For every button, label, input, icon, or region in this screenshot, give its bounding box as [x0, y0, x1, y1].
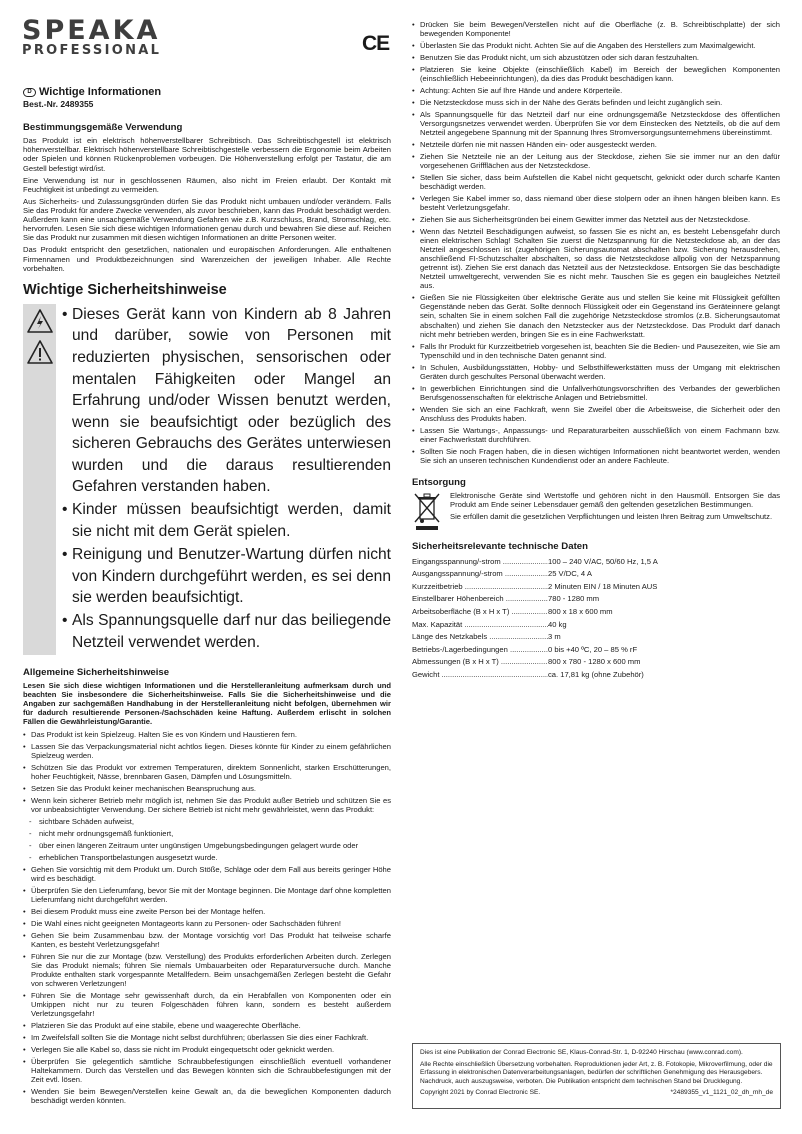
bullet: •	[23, 1056, 26, 1066]
list-item-text: Führen Sie die Montage sehr gewissenhaft durch, da ein Herabfallen von Komponenten oder ein Umkippen nicht nur zu teuren Folgeschäden führen kann, sondern es besteht außerdem Verletzungsgefahr!	[31, 990, 391, 1019]
list-item-text: Überlasten Sie das Produkt nicht. Achten Sie auf die Angaben des Herstellers zum Maximalgewicht.	[420, 41, 756, 51]
safety-item	[62, 304, 391, 498]
spec-value: 800 x 780 - 1280 x 600 mm	[548, 657, 641, 667]
list-item-text: Die Wahl eines nicht geeigneten Montageorts kann zu Personen- oder Sachschäden führen!	[31, 918, 341, 928]
safety-item-text: Reinigung und Benutzer-Wartung dürfen nicht von Kindern durchgeführt werden, es sei denn sie werden beaufsichtigt.	[72, 546, 392, 607]
list-item-text: über einen längeren Zeitraum unter ungünstigen Umgebungsbedingungen gelagert wurde oder	[39, 841, 359, 850]
bullet: •	[62, 501, 68, 519]
general-safety-heading: Allgemeine Sicherheitshinweise	[23, 666, 170, 678]
spec-row	[412, 567, 780, 580]
bullet: •	[412, 172, 415, 182]
spec-row	[412, 656, 780, 669]
list-item	[412, 65, 780, 83]
language-de-icon: D	[23, 88, 36, 97]
bullet: •	[23, 990, 26, 1000]
safety-item	[62, 610, 391, 653]
bullet: •	[412, 341, 415, 351]
list-item	[23, 784, 391, 793]
spec-key: Eingangsspannung/-strom .....	[412, 557, 548, 566]
spec-key: Einstellbarer Höhenbereich .....	[412, 594, 548, 603]
brand-logo	[22, 15, 162, 58]
left-column	[23, 86, 391, 1108]
disposal-text-2: Sie erfüllen damit die gesetzlichen Verpflichtungen und leisten Ihren Beitrag zum Umweltschutz.	[450, 512, 773, 522]
disposal-section	[412, 491, 780, 531]
spec-row	[412, 618, 780, 631]
list-item-text: Lassen Sie das Verpackungsmaterial nicht achtlos liegen. Dieses könnte für Kinder zu einem gefährlichen Spielzeug werden.	[31, 742, 391, 761]
safety-item-text: Als Spannungsquelle darf nur das beiliegende Netzteil verwendet werden.	[72, 612, 391, 651]
list-item-text: Verlegen Sie Kabel immer so, dass niemand über diese stolpern oder an ihnen hängen bleiben kann. Es besteht Verletzungsgefahr.	[420, 193, 780, 212]
imprint-box	[412, 1043, 781, 1109]
specs-heading: Sicherheitsrelevante technische Daten	[412, 540, 588, 552]
ce-mark: CE	[362, 32, 390, 55]
list-item-text: nicht mehr ordnungsgemäß funktioniert,	[39, 829, 174, 839]
intended-use-heading: Bestimmungsgemäße Verwendung	[23, 122, 183, 134]
bullet: •	[62, 546, 68, 564]
safety-list	[62, 304, 391, 655]
page-title-text: Wichtige Informationen	[39, 86, 162, 98]
spec-row	[412, 580, 780, 593]
bullet: -	[29, 817, 32, 827]
list-item	[412, 140, 780, 149]
spec-key: Abmessungen (B x H x T) .....	[412, 657, 548, 666]
page-title	[23, 86, 391, 99]
list-item-text: Im Zweifelsfall sollten Sie die Montage nicht selbst durchführen; überlassen Sie dies einer Fachkraft.	[31, 1032, 369, 1042]
imprint-code: *2489355_v1_1121_02_dh_mh_de	[670, 1089, 773, 1097]
bullet: •	[412, 97, 415, 107]
list-item	[412, 426, 780, 444]
bullet: •	[23, 885, 26, 895]
bullet: •	[23, 742, 26, 752]
spec-key: Kurzzeitbetrieb .....	[412, 582, 548, 591]
spec-key: Länge des Netzkabels .....	[412, 632, 548, 641]
disposal-heading: Entsorgung	[412, 476, 466, 488]
bullet: -	[29, 829, 32, 839]
list-item	[23, 1033, 391, 1042]
safety-heading: Wichtige Sicherheitshinweise	[23, 281, 227, 298]
list-item-text: erheblichen Transportbelastungen ausgesetzt wurde.	[39, 852, 218, 862]
order-number: Best.-Nr. 2489355	[23, 99, 94, 109]
bullet: •	[62, 305, 68, 323]
spec-key: Betriebs-/Lagerbedingungen .....	[412, 645, 548, 654]
list-item	[23, 931, 391, 949]
bullet: •	[23, 930, 26, 940]
bullet: •	[412, 64, 415, 74]
spec-value: 2 Minuten EIN / 18 Minuten AUS	[548, 581, 658, 591]
bullet: •	[412, 404, 415, 414]
list-item	[23, 1057, 391, 1084]
list-item-text: Führen Sie nur die zur Montage (bzw. Verstellung) des Produkts erforderlichen Arbeiten durch. Zerlegen Sie das Produkt niemals; führen Sie niemals Umbauarbeiten oder Reparaturversuche durch. Manche Produkte enthalten stark vorgespannte Metallfedern. Beim unsachgemäßen Zerlegen besteht die Gefahr von schweren Verletzungen!	[31, 951, 391, 988]
safety-item-text: Dieses Gerät kann von Kindern ab 8 Jahren und darüber, sowie von Personen mit reduzierten physischen, sensorischen oder mentalen Fähigkeiten oder Mangel an Erfahrung und/oder Wissen benutzt werden, wenn sie beaufsichtigt oder bezüglich des sicheren Gebrauchs des Gerätes unterwiesen wurden und die daraus resultierenden Gefahren verstanden haben.	[72, 305, 391, 496]
general-safety-list-right	[412, 20, 780, 465]
bullet: •	[412, 85, 415, 95]
spec-value: ca. 17,81 kg (ohne Zubehör)	[548, 669, 644, 679]
list-item	[23, 1087, 391, 1105]
spec-row	[412, 643, 780, 656]
list-item-text: Netzteile dürfen nie mit nassen Händen ein- oder ausgesteckt werden.	[420, 139, 657, 149]
safety-item-text: Kinder müssen beaufsichtigt werden, damit sie nicht mit dem Gerät spielen.	[72, 501, 391, 541]
list-item	[23, 952, 391, 988]
list-item	[23, 763, 391, 781]
bullet: •	[412, 214, 415, 224]
list-item-text: Die Netzsteckdose muss sich in der Nähe des Geräts befinden und leicht zugänglich sein.	[420, 97, 723, 107]
spec-row	[412, 593, 780, 606]
spec-value: 40 kg	[548, 619, 567, 629]
bullet: •	[23, 918, 26, 928]
list-item-text: Das Produkt ist kein Spielzeug. Halten Sie es von Kindern und Haustieren fern.	[31, 730, 297, 740]
list-item	[412, 20, 780, 38]
general-safety-list-left	[23, 730, 391, 1105]
list-item	[23, 919, 391, 928]
spec-value: 25 V/DC, 4 A	[548, 569, 592, 579]
intended-paragraph: Das Produkt ist ein elektrisch höhenverstellbarer Schreibtisch. Das Schreibtischgestell ist elektrisch höhenverstellbar. Elektrisch höhenverstellbare Schreibtischgestelle verbessern die Ergonomie beim Arbeiten oder Spielen und können Rückenproblemen vorbeugen. Die Höhenverstellung erfolgt per Tastatur, die am Gestell befestigt wird/ist.	[23, 136, 391, 173]
spec-key: Ausgangsspannung/-strom .....	[412, 569, 548, 578]
list-item	[412, 173, 780, 191]
list-item	[412, 110, 780, 137]
imprint-footer	[420, 1089, 773, 1098]
list-item	[23, 730, 391, 739]
list-item-text: Lassen Sie Wartungs-, Anpassungs- und Reparaturarbeiten ausschließlich von einem Fachmann bzw. einer Fachwerkstatt durchführen.	[420, 425, 780, 444]
list-item	[412, 293, 780, 339]
list-item-text: Sollten Sie noch Fragen haben, die in diesen wichtigen Informationen nicht beantwortet werden, wenden Sie sich an unseren technischen Kundendienst oder an andere Fachleute.	[420, 446, 780, 465]
list-item	[23, 907, 391, 916]
list-item	[412, 447, 780, 465]
spec-key: Max. Kapazität .....	[412, 620, 548, 629]
list-item-text: Wenn das Netzteil Beschädigungen aufweist, so fassen Sie es nicht an, es besteht Lebensgefahr durch einen elektrischen Schlag! Schalten Sie zuerst die Netzspannung für die Netzsteckdose ab, an der das Netzteil angeschlossen ist (zugehörigen Sicherungsautomat abschalten bzw. Sicherung herausdrehen, anschließend FI-Schutzschalter abschalten, so dass die Netzsteckdose allpolig von der Netzspannung getrennt ist). Ziehen Sie erst danach das Netzteil aus der Netzsteckdose. Entsorgen Sie das beschädigte Netzteil umweltgerecht, verwenden Sie es nicht mehr. Tauschen Sie es gegen ein baugleiches Netzteil aus.	[420, 226, 780, 291]
list-item-text: Überprüfen Sie gelegentlich sämtliche Schraubbefestigungen einschließlich eventuell vorhandener Haltekammern. Durch das Verstellen und das Bewegen könnten sich die Schraubbefestigungen mit der Zeit evtl. lösen.	[31, 1056, 391, 1084]
list-item-text: Verlegen Sie alle Kabel so, dass sie nicht im Produkt eingequetscht oder geknickt werden.	[31, 1044, 335, 1054]
list-item-text: Achtung: Achten Sie auf Ihre Hände und andere Körperteile.	[420, 85, 623, 95]
list-item	[412, 215, 780, 224]
bullet: •	[23, 1032, 26, 1042]
list-item-text: In gewerblichen Einrichtungen sind die Unfallverhütungsvorschriften des Verbandes der gewerblichen Berufsgenossenschaften für elektrische Anlagen und Betriebsmittel.	[420, 383, 780, 402]
list-item	[23, 796, 391, 814]
bullet: •	[412, 52, 415, 62]
list-item-text: Wenden Sie sich an eine Fachkraft, wenn Sie Zweifel über die Arbeitsweise, die Sicherheit oder den Anschluss des Produkts haben.	[420, 404, 780, 423]
bullet: •	[412, 41, 415, 51]
brand-sub: PROFESSIONAL	[22, 43, 162, 58]
intended-paragraph: Aus Sicherheits- und Zulassungsgründen dürfen Sie das Produkt nicht umbauen und/oder verändern. Falls Sie das Produkt für andere Zwecke verwenden, als zuvor beschrieben, kann das Produkt beschädigt werden. Außerdem kann eine unsachgemäße Verwendung Gefahren wie z.B. Kurzschluss, Brand, Stromschlag, etc. hervorrufen. Lesen Sie sich diese wichtigen Informationen genau durch und bewahren Sie diese auf. Reichen Sie das Produkt nur zusammen mit diesen wichtigen Informationen an dritte Personen weiter.	[23, 196, 391, 243]
spec-row	[412, 555, 780, 568]
list-item	[23, 865, 391, 883]
list-item	[412, 41, 780, 50]
list-item	[23, 886, 391, 904]
list-item-text: Gehen Sie vorsichtig mit dem Produkt um. Durch Stöße, Schläge oder dem Fall aus bereits geringer Höhe wird es beschädigt.	[31, 864, 391, 883]
spec-row	[412, 605, 780, 618]
intended-use-text	[23, 136, 391, 273]
bullet: •	[23, 763, 26, 773]
list-item	[412, 405, 780, 423]
bullet: •	[412, 151, 415, 161]
intended-paragraph: Eine Verwendung ist nur in geschlossenen Räumen, also nicht im Freien erlaubt. Der Kontakt mit Feuchtigkeit ist unbedingt zu vermeiden.	[23, 175, 391, 194]
safety-box	[23, 304, 391, 655]
spec-key: Gewicht .....	[412, 670, 548, 679]
list-item-text: Gehen Sie beim Zusammenbau bzw. der Montage vorsichtig vor! Das Produkt hat teilweise scharfe Kanten, es besteht Verletzungsgefahr!	[31, 930, 391, 949]
list-item	[23, 817, 391, 826]
bullet: •	[412, 383, 415, 393]
electric-shock-warning-icon	[27, 308, 53, 334]
list-item-text: Platzieren Sie keine Objekte (einschließlich Kabel) im Bereich der beweglichen Komponenten (einschließlich Hebeeinrichtungen), da dies das Produkt beschädigen kann.	[420, 64, 780, 83]
list-item	[412, 86, 780, 95]
bullet: •	[412, 20, 415, 29]
list-item	[23, 742, 391, 760]
list-item	[23, 853, 391, 862]
spec-value: 800 x 18 x 600 mm	[548, 606, 613, 616]
list-item	[412, 98, 780, 107]
spec-value: 780 - 1280 mm	[548, 594, 600, 604]
intended-paragraph: Das Produkt entspricht den gesetzlichen, nationalen und europäischen Anforderungen. Alle enthaltenen Firmennamen und Produktbezeichnungen sind Warenzeichen der jeweiligen Inhaber. Alle Rechte vorbehalten.	[23, 245, 391, 273]
spec-value: 100 – 240 V/AC, 50/60 Hz, 1,5 A	[548, 556, 658, 566]
bullet: •	[412, 109, 415, 119]
list-item	[412, 194, 780, 212]
bullet: •	[23, 784, 26, 794]
list-item	[412, 152, 780, 170]
imprint-copyright: Copyright 2021 by Conrad Electronic SE.	[420, 1089, 541, 1097]
list-item-text: Wenn kein sicherer Betrieb mehr möglich ist, nehmen Sie das Produkt außer Betrieb und schützen Sie es vor unbeabsichtigter Verwendung. Der sichere Betrieb ist nicht mehr gewährleistet, wenn das Produkt:	[31, 796, 391, 815]
list-item-text: Falls Ihr Produkt für Kurzzeitbetrieb vorgesehen ist, beachten Sie die Bedien- und Pausezeiten, wie Sie am Typenschild und in den technische Daten genannt sind.	[420, 341, 780, 360]
list-item-text: sichtbare Schäden aufweist,	[39, 817, 134, 827]
list-item-text: In Schulen, Ausbildungsstätten, Hobby- und Selbsthilfewerkstätten muss der Umgang mit elektrischen Geräten durch geschultes Personal überwacht werden.	[420, 362, 780, 381]
list-item-text: Schützen Sie das Produkt vor extremen Temperaturen, direktem Sonnenlicht, starken Erschütterungen, hoher Feuchtigkeit, Nässe, brennbaren Gasen, Dämpfen und Lösungsmitteln.	[31, 763, 391, 782]
list-item-text: Drücken Sie beim Bewegen/Verstellen nicht auf die Oberfläche (z. B. Schreibtischplatte) der sich bewegenden Komponente!	[420, 20, 780, 39]
spec-row	[412, 668, 780, 681]
bullet: •	[23, 730, 26, 740]
list-item-text: Bei diesem Produkt muss eine zweite Person bei der Montage helfen.	[31, 906, 266, 916]
spec-value: 0 bis +40 ºC, 20 – 85 % rF	[548, 644, 638, 654]
imprint-rights: Alle Rechte einschließlich Übersetzung vorbehalten. Reproduktionen jeder Art, z. B. Fotokopie, Mikroverfilmung, oder die Erfassung in elektronischen Datenverarbeitungsanlagen, bedürfen der schriftlichen Genehmigung des Herausgebers. Nachdruck, auch auszugsweise, verboten. Die Publikation entspricht dem technischen Stand bei Drucklegung.	[420, 1060, 773, 1085]
list-item	[23, 1045, 391, 1054]
general-safety-lead: Lesen Sie sich diese wichtigen Informationen und die Herstelleranleitung aufmerksam durch und beachten Sie insbesondere die Sicherheitshinweise. Falls Sie die Sicherheitshinweise und die Angaben zur sachgemäßen Handhabung in der Herstelleranleitung nicht befolgen, übernehmen wir für dadurch resultierende Personen-/Sachschäden keine Haftung. Außerdem erlischt in solchen Fällen die Gewährleistung/Garantie.	[23, 680, 391, 727]
bullet: -	[29, 852, 32, 862]
safety-icon-bar	[23, 304, 56, 655]
bullet: •	[412, 226, 415, 236]
list-item-text: Benutzen Sie das Produkt nicht, um sich abzustützen oder sich daran festzuhalten.	[420, 52, 700, 62]
bullet: •	[23, 906, 26, 916]
spec-value: 3 m	[548, 632, 561, 642]
spec-key: Arbeitsoberfläche (B x H x T) .....	[412, 607, 548, 616]
safety-item	[62, 544, 391, 609]
list-item	[23, 1021, 391, 1030]
bullet: -	[29, 841, 32, 850]
bullet: •	[23, 864, 26, 874]
bullet: •	[23, 1021, 26, 1031]
list-item-text: Überprüfen Sie den Lieferumfang, bevor Sie mit der Montage beginnen. Die Montage darf ohne kompletten Lieferumfang nicht durchgeführt werden.	[31, 885, 391, 904]
list-item-text: Ziehen Sie Netzteile nie an der Leitung aus der Steckdose, ziehen Sie sie immer nur an den dafür vorgesehenen Griffflächen aus der Netzsteckdose.	[420, 151, 780, 170]
list-item	[412, 384, 780, 402]
list-item-text: Ziehen Sie aus Sicherheitsgründen bei einem Gewitter immer das Netzteil aus der Netzsteckdose.	[420, 214, 751, 224]
list-item-text: Wenden Sie beim Bewegen/Verstellen keine Gewalt an, da die beweglichen Komponenten dadurch beschädigt werden könnten.	[31, 1086, 391, 1105]
list-item	[412, 227, 780, 291]
crossed-bin-icon	[412, 491, 442, 531]
list-item-text: Setzen Sie das Produkt keiner mechanischen Beanspruchung aus.	[31, 784, 256, 794]
list-item	[23, 991, 391, 1018]
right-column	[412, 20, 780, 681]
list-item-text: Platzieren Sie das Produkt auf eine stabile, ebene und waagerechte Oberfläche.	[31, 1021, 301, 1031]
disposal-text-1: Elektronische Geräte sind Wertstoffe und gehören nicht in den Hausmüll. Entsorgen Sie das Produkt am Ende seiner Lebensdauer gemäß den geltenden gesetzlichen Bestimmungen.	[450, 490, 780, 509]
list-item	[23, 841, 391, 850]
bullet: •	[412, 293, 415, 303]
spec-row	[412, 630, 780, 643]
bullet: •	[23, 796, 26, 806]
warning-icon	[27, 339, 53, 365]
bullet: •	[23, 1044, 26, 1054]
bullet: •	[412, 362, 415, 372]
bullet: •	[412, 139, 415, 149]
list-item-text: Stellen Sie sicher, dass beim Aufstellen die Kabel nicht gequetscht, geknickt oder durch scharfe Kanten beschädigt werden.	[420, 172, 780, 191]
bullet: •	[23, 951, 26, 961]
safety-item	[62, 499, 391, 542]
list-item-text: Als Spannungsquelle für das Netzteil darf nur eine ordnungsgemäße Netzsteckdose des öffentlichen Versorgungsnetzes verwendet werden. Überprüfen Sie vor dem Einstecken des Netzteils, ob die auf dem Netzteil angegebene Spannung mit der Spannung Ihres Stromversorgungsunternehmens übereinstimmt.	[420, 109, 780, 137]
list-item-text: Gießen Sie nie Flüssigkeiten über elektrische Geräte aus und stellen Sie keine mit Flüssigkeit gefüllten Gegenstände neben das Gerät. Sollte dennoch Flüssigkeit oder ein Gegenstand ins Geräteinnere gelangt sein, schalten Sie in einem solchen Fall die zugehörige Netzsteckdose stromlos (z.B. Sicherungsautomat abschalten) und ziehen Sie danach den Netzstecker aus der Netzsteckdose. Das Produkt darf danach nicht mehr betrieben werden, bringen Sie es in eine Fachwerkstatt.	[420, 293, 780, 339]
bullet: •	[412, 446, 415, 456]
bullet: •	[62, 612, 68, 630]
specs-table	[412, 555, 780, 681]
bullet: •	[23, 1086, 26, 1096]
imprint-publisher: Dies ist eine Publikation der Conrad Electronic SE, Klaus-Conrad-Str. 1, D-92240 Hirschau (www.conrad.com).	[420, 1049, 743, 1056]
list-item	[412, 53, 780, 62]
list-item	[412, 363, 780, 381]
bullet: •	[412, 425, 415, 435]
brand-name: SPEAKA	[22, 15, 161, 46]
list-item	[412, 342, 780, 360]
bullet: •	[412, 193, 415, 203]
list-item	[23, 829, 391, 838]
